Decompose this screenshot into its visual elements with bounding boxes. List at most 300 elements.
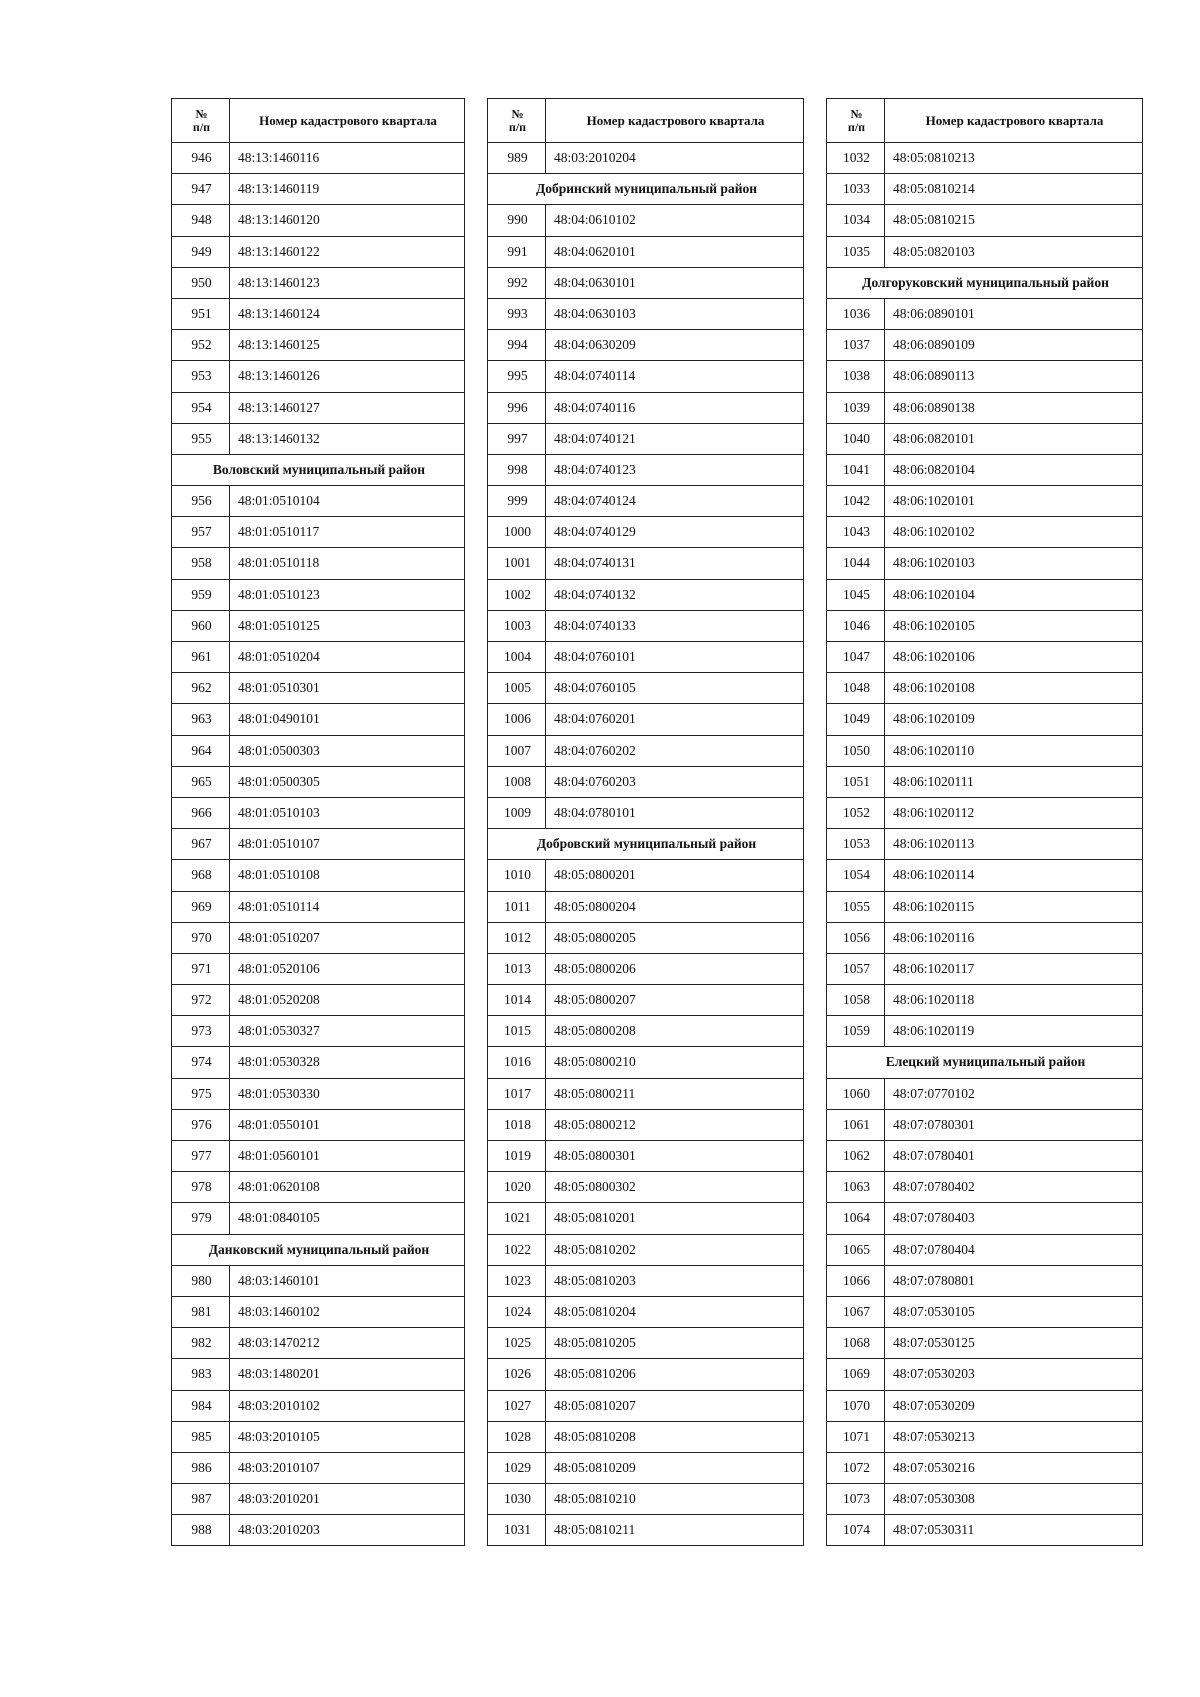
- row-number: 1007: [488, 735, 546, 766]
- table-row: [172, 735, 465, 766]
- row-number: 961: [172, 642, 230, 673]
- table-row: [827, 673, 1143, 704]
- table-row: [827, 829, 1143, 860]
- cadastral-quarter-number: 48:03:2010201: [230, 1484, 465, 1515]
- table-row: [488, 392, 804, 423]
- row-number: 968: [172, 860, 230, 891]
- cadastral-quarter-number: 48:06:1020119: [885, 1016, 1143, 1047]
- row-number: 999: [488, 486, 546, 517]
- table-row: [488, 143, 804, 174]
- table-row: [488, 517, 804, 548]
- table-row: [172, 860, 465, 891]
- cadastral-quarter-number: 48:01:0510114: [230, 891, 465, 922]
- row-number: 989: [488, 143, 546, 174]
- cadastral-quarter-number: 48:06:1020109: [885, 704, 1143, 735]
- row-number: 949: [172, 236, 230, 267]
- cadastral-quarter-number: 48:01:0510103: [230, 797, 465, 828]
- table-row: [827, 922, 1143, 953]
- table-row: [172, 298, 465, 329]
- row-number: 1074: [827, 1515, 885, 1546]
- cadastral-quarter-number: 48:01:0510207: [230, 922, 465, 953]
- row-number: 1056: [827, 922, 885, 953]
- row-number: 971: [172, 953, 230, 984]
- cadastral-quarter-number: 48:07:0530209: [885, 1390, 1143, 1421]
- cadastral-quarter-number: 48:05:0800206: [546, 953, 804, 984]
- table-row: [488, 1047, 804, 1078]
- row-number: 1030: [488, 1484, 546, 1515]
- cadastral-quarter-number: 48:01:0530330: [230, 1078, 465, 1109]
- cadastral-quarter-number: 48:06:1020105: [885, 610, 1143, 641]
- row-number: 1055: [827, 891, 885, 922]
- cadastral-quarter-number: 48:06:1020112: [885, 797, 1143, 828]
- row-number: 955: [172, 423, 230, 454]
- cadastral-quarter-number: 48:05:0800205: [546, 922, 804, 953]
- table-row: [827, 953, 1143, 984]
- cadastral-quarter-number: 48:01:0550101: [230, 1109, 465, 1140]
- row-number: 1072: [827, 1452, 885, 1483]
- cadastral-quarter-number: 48:03:1460102: [230, 1296, 465, 1327]
- cadastral-quarter-number: 48:13:1460119: [230, 174, 465, 205]
- table-row: [488, 891, 804, 922]
- row-number: 1006: [488, 704, 546, 735]
- cadastral-quarter-number: 48:05:0800302: [546, 1172, 804, 1203]
- cadastral-quarter-number: 48:13:1460120: [230, 205, 465, 236]
- table-row: [172, 1328, 465, 1359]
- table-row: [172, 829, 465, 860]
- cadastral-quarter-number: 48:07:0530308: [885, 1484, 1143, 1515]
- cadastral-quarter-number: 48:05:0810213: [885, 143, 1143, 174]
- cadastral-quarter-number: 48:01:0510301: [230, 673, 465, 704]
- cadastral-quarter-number: 48:01:0510118: [230, 548, 465, 579]
- cadastral-quarter-number: 48:05:0810201: [546, 1203, 804, 1234]
- cadastral-quarter-number: 48:01:0500303: [230, 735, 465, 766]
- table-row: [172, 579, 465, 610]
- row-number: 1011: [488, 891, 546, 922]
- cadastral-quarter-number: 48:06:1020110: [885, 735, 1143, 766]
- cadastral-quarter-number: 48:05:0810206: [546, 1359, 804, 1390]
- row-number: 1032: [827, 143, 885, 174]
- cadastral-table-column-2: [487, 98, 804, 1546]
- table-row: [172, 1141, 465, 1172]
- table-row: [488, 454, 804, 485]
- row-number: 1066: [827, 1265, 885, 1296]
- row-number: 978: [172, 1172, 230, 1203]
- cadastral-quarter-number: 48:04:0760105: [546, 673, 804, 704]
- table-row: [172, 610, 465, 641]
- row-number: 963: [172, 704, 230, 735]
- cadastral-quarter-number: 48:05:0800301: [546, 1141, 804, 1172]
- cadastral-quarter-number: 48:03:1470212: [230, 1328, 465, 1359]
- table-row: [488, 298, 804, 329]
- row-number: 1064: [827, 1203, 885, 1234]
- cadastral-quarter-number: 48:03:2010204: [546, 143, 804, 174]
- cadastral-quarter-number: 48:04:0740116: [546, 392, 804, 423]
- cadastral-quarter-number: 48:04:0740133: [546, 610, 804, 641]
- row-number: 977: [172, 1141, 230, 1172]
- row-number: 988: [172, 1515, 230, 1546]
- row-number: 1071: [827, 1421, 885, 1452]
- table-row: [488, 704, 804, 735]
- cadastral-quarter-number: 48:05:0810210: [546, 1484, 804, 1515]
- table-row: [827, 704, 1143, 735]
- cadastral-quarter-number: 48:06:0820101: [885, 423, 1143, 454]
- cadastral-table-column-1: [171, 98, 465, 1546]
- cadastral-quarter-number: 48:04:0740131: [546, 548, 804, 579]
- table-row: [488, 610, 804, 641]
- row-number: 1038: [827, 361, 885, 392]
- table-row: [827, 454, 1143, 485]
- table-row: [488, 205, 804, 236]
- cadastral-quarter-number: 48:01:0510108: [230, 860, 465, 891]
- cadastral-quarter-number: 48:07:0530213: [885, 1421, 1143, 1452]
- row-number: 1063: [827, 1172, 885, 1203]
- cadastral-quarter-number: 48:04:0760203: [546, 766, 804, 797]
- cadastral-quarter-number: 48:01:0530328: [230, 1047, 465, 1078]
- table-row: [172, 517, 465, 548]
- table-row: [488, 548, 804, 579]
- row-number: 975: [172, 1078, 230, 1109]
- row-number: 1015: [488, 1016, 546, 1047]
- cadastral-quarter-number: 48:13:1460127: [230, 392, 465, 423]
- cadastral-quarter-number: 48:04:0740114: [546, 361, 804, 392]
- table-row: [172, 985, 465, 1016]
- row-number: 1065: [827, 1234, 885, 1265]
- cadastral-quarter-number: 48:01:0490101: [230, 704, 465, 735]
- cadastral-quarter-number: 48:01:0620108: [230, 1172, 465, 1203]
- row-number: 950: [172, 267, 230, 298]
- header-cadastral-quarter: Номер кадастрового квартала: [546, 99, 804, 143]
- table-row: [827, 1452, 1143, 1483]
- cadastral-quarter-number: 48:07:0780401: [885, 1141, 1143, 1172]
- table-row: [488, 361, 804, 392]
- table-row: [827, 1078, 1143, 1109]
- cadastral-quarter-number: 48:06:0890109: [885, 330, 1143, 361]
- row-number: 957: [172, 517, 230, 548]
- table-row: [827, 298, 1143, 329]
- cadastral-quarter-number: 48:07:0770102: [885, 1078, 1143, 1109]
- region-header-row: [488, 174, 804, 205]
- region-header-row: [827, 267, 1143, 298]
- table-row: [172, 1265, 465, 1296]
- cadastral-quarter-number: 48:06:0890138: [885, 392, 1143, 423]
- table-row: [827, 1234, 1143, 1265]
- row-number: 1023: [488, 1265, 546, 1296]
- row-number: 1048: [827, 673, 885, 704]
- table-row: [488, 1421, 804, 1452]
- row-number: 974: [172, 1047, 230, 1078]
- row-number: 1004: [488, 642, 546, 673]
- cadastral-quarter-number: 48:05:0810211: [546, 1515, 804, 1546]
- table-row: [827, 423, 1143, 454]
- table-row: [827, 174, 1143, 205]
- row-number: 1010: [488, 860, 546, 891]
- cadastral-quarter-number: 48:07:0530125: [885, 1328, 1143, 1359]
- cadastral-quarter-number: 48:04:0760101: [546, 642, 804, 673]
- region-name: Воловский муниципальный район: [172, 454, 465, 485]
- table-row: [172, 1203, 465, 1234]
- cadastral-quarter-number: 48:04:0630103: [546, 298, 804, 329]
- cadastral-quarter-number: 48:06:0890113: [885, 361, 1143, 392]
- table-row: [172, 1359, 465, 1390]
- row-number: 1059: [827, 1016, 885, 1047]
- region-header-row: [172, 454, 465, 485]
- cadastral-quarter-number: 48:05:0810205: [546, 1328, 804, 1359]
- row-number: 967: [172, 829, 230, 860]
- row-number: 1025: [488, 1328, 546, 1359]
- cadastral-quarter-number: 48:07:0780801: [885, 1265, 1143, 1296]
- table-row: [827, 985, 1143, 1016]
- cadastral-quarter-number: 48:13:1460116: [230, 143, 465, 174]
- row-number: 1013: [488, 953, 546, 984]
- table-row: [827, 205, 1143, 236]
- cadastral-quarter-number: 48:05:0810202: [546, 1234, 804, 1265]
- region-header-row: [488, 829, 804, 860]
- table-row: [827, 1390, 1143, 1421]
- row-number: 995: [488, 361, 546, 392]
- row-number: 990: [488, 205, 546, 236]
- row-number: 1045: [827, 579, 885, 610]
- row-number: 952: [172, 330, 230, 361]
- cadastral-quarter-number: 48:06:0820104: [885, 454, 1143, 485]
- row-number: 1020: [488, 1172, 546, 1203]
- cadastral-quarter-number: 48:04:0610102: [546, 205, 804, 236]
- row-number: 984: [172, 1390, 230, 1421]
- table-row: [488, 953, 804, 984]
- row-number: 1043: [827, 517, 885, 548]
- table-row: [172, 766, 465, 797]
- table-row: [827, 517, 1143, 548]
- row-number: 992: [488, 267, 546, 298]
- cadastral-quarter-number: 48:13:1460126: [230, 361, 465, 392]
- table-row: [827, 1109, 1143, 1140]
- row-number: 1070: [827, 1390, 885, 1421]
- table-row: [172, 143, 465, 174]
- table-row: [172, 1296, 465, 1327]
- row-number: 951: [172, 298, 230, 329]
- row-number: 1026: [488, 1359, 546, 1390]
- row-number: 962: [172, 673, 230, 704]
- row-number: 1005: [488, 673, 546, 704]
- cadastral-quarter-number: 48:05:0800204: [546, 891, 804, 922]
- region-header-row: [827, 1047, 1143, 1078]
- row-number: 996: [488, 392, 546, 423]
- row-number: 1058: [827, 985, 885, 1016]
- cadastral-quarter-number: 48:07:0780404: [885, 1234, 1143, 1265]
- table-row: [488, 735, 804, 766]
- row-number: 1053: [827, 829, 885, 860]
- region-name: Данковский муниципальный район: [172, 1234, 465, 1265]
- table-row: [172, 891, 465, 922]
- table-row: [827, 486, 1143, 517]
- table-row: [488, 1016, 804, 1047]
- table-row: [172, 1390, 465, 1421]
- table-row: [488, 1109, 804, 1140]
- table-row: [488, 579, 804, 610]
- table-header-row: [172, 99, 465, 143]
- cadastral-quarter-number: 48:04:0740121: [546, 423, 804, 454]
- row-number: 1033: [827, 174, 885, 205]
- table-row: [172, 1078, 465, 1109]
- table-row: [172, 174, 465, 205]
- row-number: 969: [172, 891, 230, 922]
- row-number: 1041: [827, 454, 885, 485]
- table-row: [827, 1359, 1143, 1390]
- table-row: [488, 1172, 804, 1203]
- table-row: [488, 1265, 804, 1296]
- table-row: [172, 1515, 465, 1546]
- cadastral-quarter-number: 48:06:1020117: [885, 953, 1143, 984]
- row-number: 1028: [488, 1421, 546, 1452]
- cadastral-quarter-number: 48:05:0810207: [546, 1390, 804, 1421]
- table-row: [827, 1484, 1143, 1515]
- row-number: 993: [488, 298, 546, 329]
- row-number: 1062: [827, 1141, 885, 1172]
- row-number: 1057: [827, 953, 885, 984]
- table-row: [172, 205, 465, 236]
- region-name: Добринский муниципальный район: [488, 174, 804, 205]
- cadastral-quarter-number: 48:05:0810214: [885, 174, 1143, 205]
- table-row: [488, 673, 804, 704]
- table-row: [827, 1016, 1143, 1047]
- cadastral-quarter-number: 48:06:1020103: [885, 548, 1143, 579]
- cadastral-quarter-number: 48:13:1460123: [230, 267, 465, 298]
- cadastral-quarter-number: 48:05:0800211: [546, 1078, 804, 1109]
- table-row: [488, 1452, 804, 1483]
- table-row: [488, 1078, 804, 1109]
- cadastral-quarter-number: 48:03:2010107: [230, 1452, 465, 1483]
- row-number: 1051: [827, 766, 885, 797]
- region-name: Долгоруковский муниципальный район: [827, 267, 1143, 298]
- table-row: [172, 548, 465, 579]
- cadastral-quarter-number: 48:01:0500305: [230, 766, 465, 797]
- row-number: 976: [172, 1109, 230, 1140]
- row-number: 1002: [488, 579, 546, 610]
- table-row: [488, 1203, 804, 1234]
- row-number: 1019: [488, 1141, 546, 1172]
- cadastral-quarter-number: 48:06:1020115: [885, 891, 1143, 922]
- table-row: [172, 423, 465, 454]
- cadastral-quarter-number: 48:03:2010102: [230, 1390, 465, 1421]
- cadastral-quarter-number: 48:01:0520208: [230, 985, 465, 1016]
- row-number: 991: [488, 236, 546, 267]
- table-header-row: [488, 99, 804, 143]
- cadastral-quarter-number: 48:03:1460101: [230, 1265, 465, 1296]
- row-number: 1008: [488, 766, 546, 797]
- cadastral-quarter-number: 48:05:0800210: [546, 1047, 804, 1078]
- table-row: [827, 236, 1143, 267]
- cadastral-quarter-number: 48:01:0510123: [230, 579, 465, 610]
- region-name: Добровский муниципальный район: [488, 829, 804, 860]
- cadastral-quarter-number: 48:07:0780402: [885, 1172, 1143, 1203]
- cadastral-quarter-number: 48:06:1020118: [885, 985, 1143, 1016]
- table-row: [488, 985, 804, 1016]
- table-row: [488, 1484, 804, 1515]
- cadastral-quarter-number: 48:05:0810209: [546, 1452, 804, 1483]
- cadastral-quarter-number: 48:01:0510117: [230, 517, 465, 548]
- cadastral-quarter-number: 48:04:0760202: [546, 735, 804, 766]
- cadastral-quarter-number: 48:04:0630101: [546, 267, 804, 298]
- cadastral-quarter-number: 48:13:1460125: [230, 330, 465, 361]
- cadastral-quarter-number: 48:04:0620101: [546, 236, 804, 267]
- row-number: 1003: [488, 610, 546, 641]
- table-row: [488, 423, 804, 454]
- table-row: [488, 1515, 804, 1546]
- table-row: [488, 922, 804, 953]
- row-number: 964: [172, 735, 230, 766]
- table-row: [172, 922, 465, 953]
- row-number: 998: [488, 454, 546, 485]
- table-row: [488, 1328, 804, 1359]
- table-row: [827, 548, 1143, 579]
- table-row: [827, 1172, 1143, 1203]
- table-row: [488, 860, 804, 891]
- cadastral-quarter-number: 48:05:0810215: [885, 205, 1143, 236]
- row-number: 983: [172, 1359, 230, 1390]
- row-number: 997: [488, 423, 546, 454]
- cadastral-quarter-number: 48:06:1020111: [885, 766, 1143, 797]
- cadastral-quarter-number: 48:05:0810203: [546, 1265, 804, 1296]
- cadastral-quarter-number: 48:07:0780403: [885, 1203, 1143, 1234]
- table-row: [172, 673, 465, 704]
- header-number: № п/п: [488, 99, 546, 143]
- row-number: 985: [172, 1421, 230, 1452]
- table-row: [488, 766, 804, 797]
- table-row: [488, 1234, 804, 1265]
- cadastral-quarter-number: 48:06:1020101: [885, 486, 1143, 517]
- row-number: 982: [172, 1328, 230, 1359]
- cadastral-quarter-number: 48:06:1020108: [885, 673, 1143, 704]
- table-row: [488, 267, 804, 298]
- table-row: [827, 1203, 1143, 1234]
- row-number: 1001: [488, 548, 546, 579]
- table-row: [827, 891, 1143, 922]
- table-row: [172, 1421, 465, 1452]
- cadastral-quarter-number: 48:05:0800201: [546, 860, 804, 891]
- region-header-row: [172, 1234, 465, 1265]
- table-row: [827, 1328, 1143, 1359]
- cadastral-quarter-number: 48:06:1020106: [885, 642, 1143, 673]
- row-number: 1052: [827, 797, 885, 828]
- header-cadastral-quarter: Номер кадастрового квартала: [885, 99, 1143, 143]
- row-number: 1009: [488, 797, 546, 828]
- table-row: [827, 579, 1143, 610]
- row-number: 966: [172, 797, 230, 828]
- cadastral-quarter-number: 48:05:0800208: [546, 1016, 804, 1047]
- cadastral-quarter-number: 48:05:0800212: [546, 1109, 804, 1140]
- table-row: [827, 1421, 1143, 1452]
- cadastral-quarter-number: 48:06:1020116: [885, 922, 1143, 953]
- row-number: 1027: [488, 1390, 546, 1421]
- table-row: [488, 1390, 804, 1421]
- table-row: [488, 236, 804, 267]
- row-number: 1039: [827, 392, 885, 423]
- table-row: [172, 642, 465, 673]
- cadastral-quarter-number: 48:01:0530327: [230, 1016, 465, 1047]
- row-number: 1060: [827, 1078, 885, 1109]
- row-number: 1036: [827, 298, 885, 329]
- row-number: 1000: [488, 517, 546, 548]
- row-number: 972: [172, 985, 230, 1016]
- cadastral-quarter-number: 48:06:1020114: [885, 860, 1143, 891]
- cadastral-quarter-number: 48:01:0510107: [230, 829, 465, 860]
- cadastral-quarter-number: 48:06:1020102: [885, 517, 1143, 548]
- row-number: 1042: [827, 486, 885, 517]
- cadastral-quarter-number: 48:07:0530105: [885, 1296, 1143, 1327]
- cadastral-quarter-number: 48:01:0510104: [230, 486, 465, 517]
- table-row: [827, 143, 1143, 174]
- table-row: [827, 860, 1143, 891]
- row-number: 994: [488, 330, 546, 361]
